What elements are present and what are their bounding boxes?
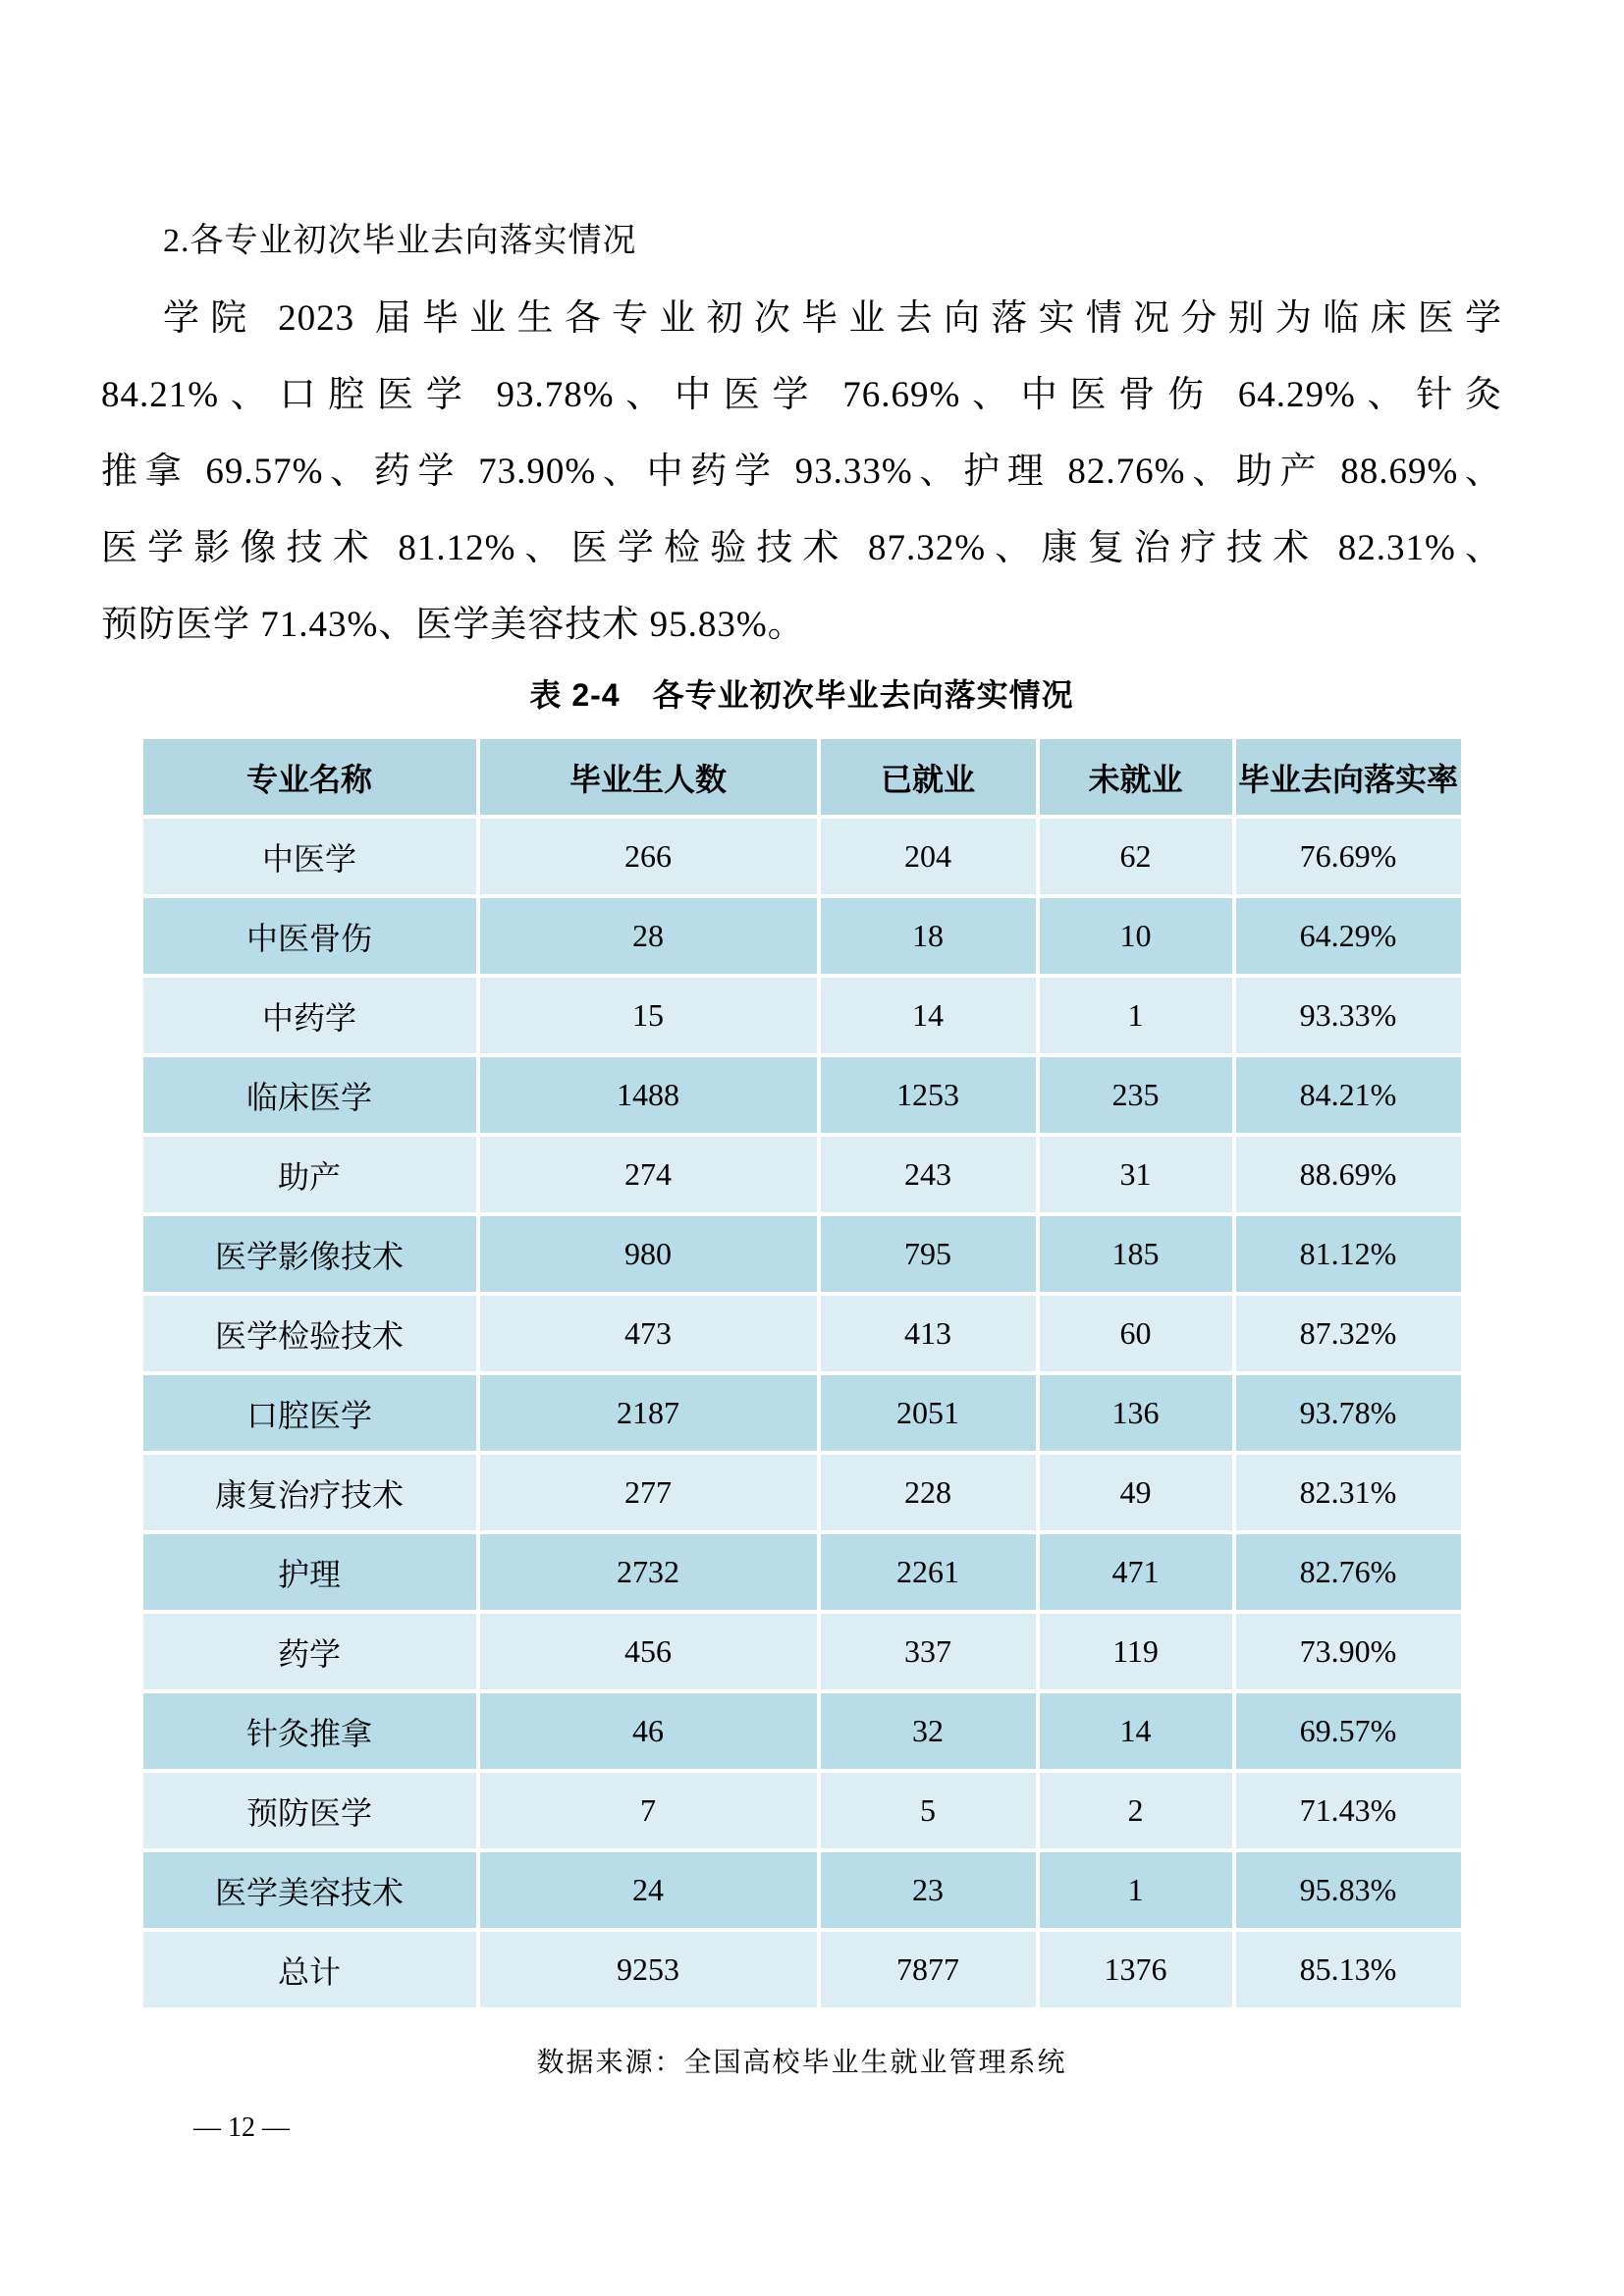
table-cell: 口腔医学 [143, 1375, 476, 1451]
table-row [143, 1296, 1461, 1371]
paragraph-line: 84.21%、口腔医学 93.78%、中医学 76.69%、中医骨伤 64.29%、针灸 [101, 375, 1502, 415]
table-cell: 185 [1040, 1216, 1232, 1292]
table-cell: 235 [1040, 1057, 1232, 1133]
table-cell: 14 [1040, 1693, 1232, 1769]
table-cell: 7 [480, 1773, 817, 1848]
table-row [143, 1137, 1461, 1212]
table-cell: 49 [1040, 1455, 1232, 1530]
table-cell: 2051 [821, 1375, 1036, 1451]
table-cell: 15 [480, 978, 817, 1053]
section-heading: 2.各专业初次毕业去向落实情况 [163, 223, 637, 259]
body-paragraph [101, 281, 1502, 664]
table-cell: 81.12% [1236, 1216, 1461, 1292]
table-row [143, 1057, 1461, 1133]
table-cell: 980 [480, 1216, 817, 1292]
page-number: — 12 — [193, 2112, 290, 2143]
table-cell: 413 [821, 1296, 1036, 1371]
table-cell: 471 [1040, 1534, 1232, 1610]
table-cell: 临床医学 [143, 1057, 476, 1133]
table-row [143, 819, 1461, 894]
table-cell: 2187 [480, 1375, 817, 1451]
table-row [143, 978, 1461, 1053]
table-cell: 85.13% [1236, 1932, 1461, 2007]
table-cell: 71.43% [1236, 1773, 1461, 1848]
table-cell: 243 [821, 1137, 1036, 1212]
table-cell: 32 [821, 1693, 1036, 1769]
table-cell: 1253 [821, 1057, 1036, 1133]
table-row [143, 1216, 1461, 1292]
table-cell: 337 [821, 1614, 1036, 1689]
table-cell: 93.78% [1236, 1375, 1461, 1451]
table-cell: 护理 [143, 1534, 476, 1610]
column-header-graduates: 毕业生人数 [480, 739, 817, 815]
table-cell: 7877 [821, 1932, 1036, 2007]
paragraph-line: 预防医学 71.43%、医学美容技术 95.83%。 [101, 605, 805, 645]
table-cell: 23 [821, 1852, 1036, 1928]
table-row [143, 898, 1461, 974]
table-caption: 表 2-4 各专业初次毕业去向落实情况 [529, 677, 1074, 713]
table-cell: 28 [480, 898, 817, 974]
table-cell: 9253 [480, 1932, 817, 2007]
table-row [143, 1852, 1461, 1928]
table-cell: 84.21% [1236, 1057, 1461, 1133]
table-row [143, 1534, 1461, 1610]
table-cell: 2732 [480, 1534, 817, 1610]
table-row [143, 1455, 1461, 1530]
table-cell: 456 [480, 1614, 817, 1689]
column-header-unemployed: 未就业 [1040, 739, 1232, 815]
table-row [143, 1773, 1461, 1848]
column-header-major: 专业名称 [143, 739, 476, 815]
column-header-employed: 已就业 [821, 739, 1036, 815]
table-cell: 473 [480, 1296, 817, 1371]
employment-stats-table [139, 735, 1465, 2011]
table-row [143, 1693, 1461, 1769]
table-cell: 康复治疗技术 [143, 1455, 476, 1530]
table-cell: 204 [821, 819, 1036, 894]
table-cell: 5 [821, 1773, 1036, 1848]
table-cell: 228 [821, 1455, 1036, 1530]
table-row [143, 1614, 1461, 1689]
table-row [143, 1375, 1461, 1451]
table-cell: 2 [1040, 1773, 1232, 1848]
table-cell: 医学影像技术 [143, 1216, 476, 1292]
table-cell: 医学检验技术 [143, 1296, 476, 1371]
table-cell: 274 [480, 1137, 817, 1212]
table-cell: 46 [480, 1693, 817, 1769]
table-cell: 1488 [480, 1057, 817, 1133]
table-cell: 69.57% [1236, 1693, 1461, 1769]
table-cell: 24 [480, 1852, 817, 1928]
table-cell: 266 [480, 819, 817, 894]
table-cell: 64.29% [1236, 898, 1461, 974]
table-cell: 药学 [143, 1614, 476, 1689]
table-cell: 1 [1040, 1852, 1232, 1928]
table-cell: 中医学 [143, 819, 476, 894]
table-cell: 76.69% [1236, 819, 1461, 894]
table-cell: 73.90% [1236, 1614, 1461, 1689]
table-cell: 预防医学 [143, 1773, 476, 1848]
table-cell: 医学美容技术 [143, 1852, 476, 1928]
data-source-note: 数据来源：全国高校毕业生就业管理系统 [536, 2047, 1067, 2077]
table-cell: 136 [1040, 1375, 1232, 1451]
table-cell: 93.33% [1236, 978, 1461, 1053]
table-cell: 中医骨伤 [143, 898, 476, 974]
table-cell: 18 [821, 898, 1036, 974]
table-cell: 1376 [1040, 1932, 1232, 2007]
paragraph-line: 推拿 69.57%、药学 73.90%、中药学 93.33%、护理 82.76%、助产 88.69%、 [101, 452, 1502, 492]
table-header-row [143, 739, 1461, 815]
column-header-placement-rate: 毕业去向落实率 [1236, 739, 1461, 815]
table-cell: 10 [1040, 898, 1232, 974]
table-cell: 82.76% [1236, 1534, 1461, 1610]
paragraph-line: 学院 2023 届毕业生各专业初次毕业去向落实情况分别为临床医学 [163, 298, 1502, 339]
table-cell: 14 [821, 978, 1036, 1053]
table-cell: 62 [1040, 819, 1232, 894]
table-cell: 60 [1040, 1296, 1232, 1371]
table-cell: 82.31% [1236, 1455, 1461, 1530]
table-cell: 277 [480, 1455, 817, 1530]
table-cell: 95.83% [1236, 1852, 1461, 1928]
table-cell: 助产 [143, 1137, 476, 1212]
table-cell: 总计 [143, 1932, 476, 2007]
table-row [143, 1932, 1461, 2007]
paragraph-line: 医学影像技术 81.12%、医学检验技术 87.32%、康复治疗技术 82.31%、 [101, 528, 1502, 568]
table-cell: 88.69% [1236, 1137, 1461, 1212]
table-cell: 119 [1040, 1614, 1232, 1689]
table-cell: 中药学 [143, 978, 476, 1053]
table-cell: 31 [1040, 1137, 1232, 1212]
table-cell: 87.32% [1236, 1296, 1461, 1371]
page-content [101, 0, 1502, 2080]
table-cell: 1 [1040, 978, 1232, 1053]
table-cell: 2261 [821, 1534, 1036, 1610]
table-cell: 针灸推拿 [143, 1693, 476, 1769]
table-cell: 795 [821, 1216, 1036, 1292]
